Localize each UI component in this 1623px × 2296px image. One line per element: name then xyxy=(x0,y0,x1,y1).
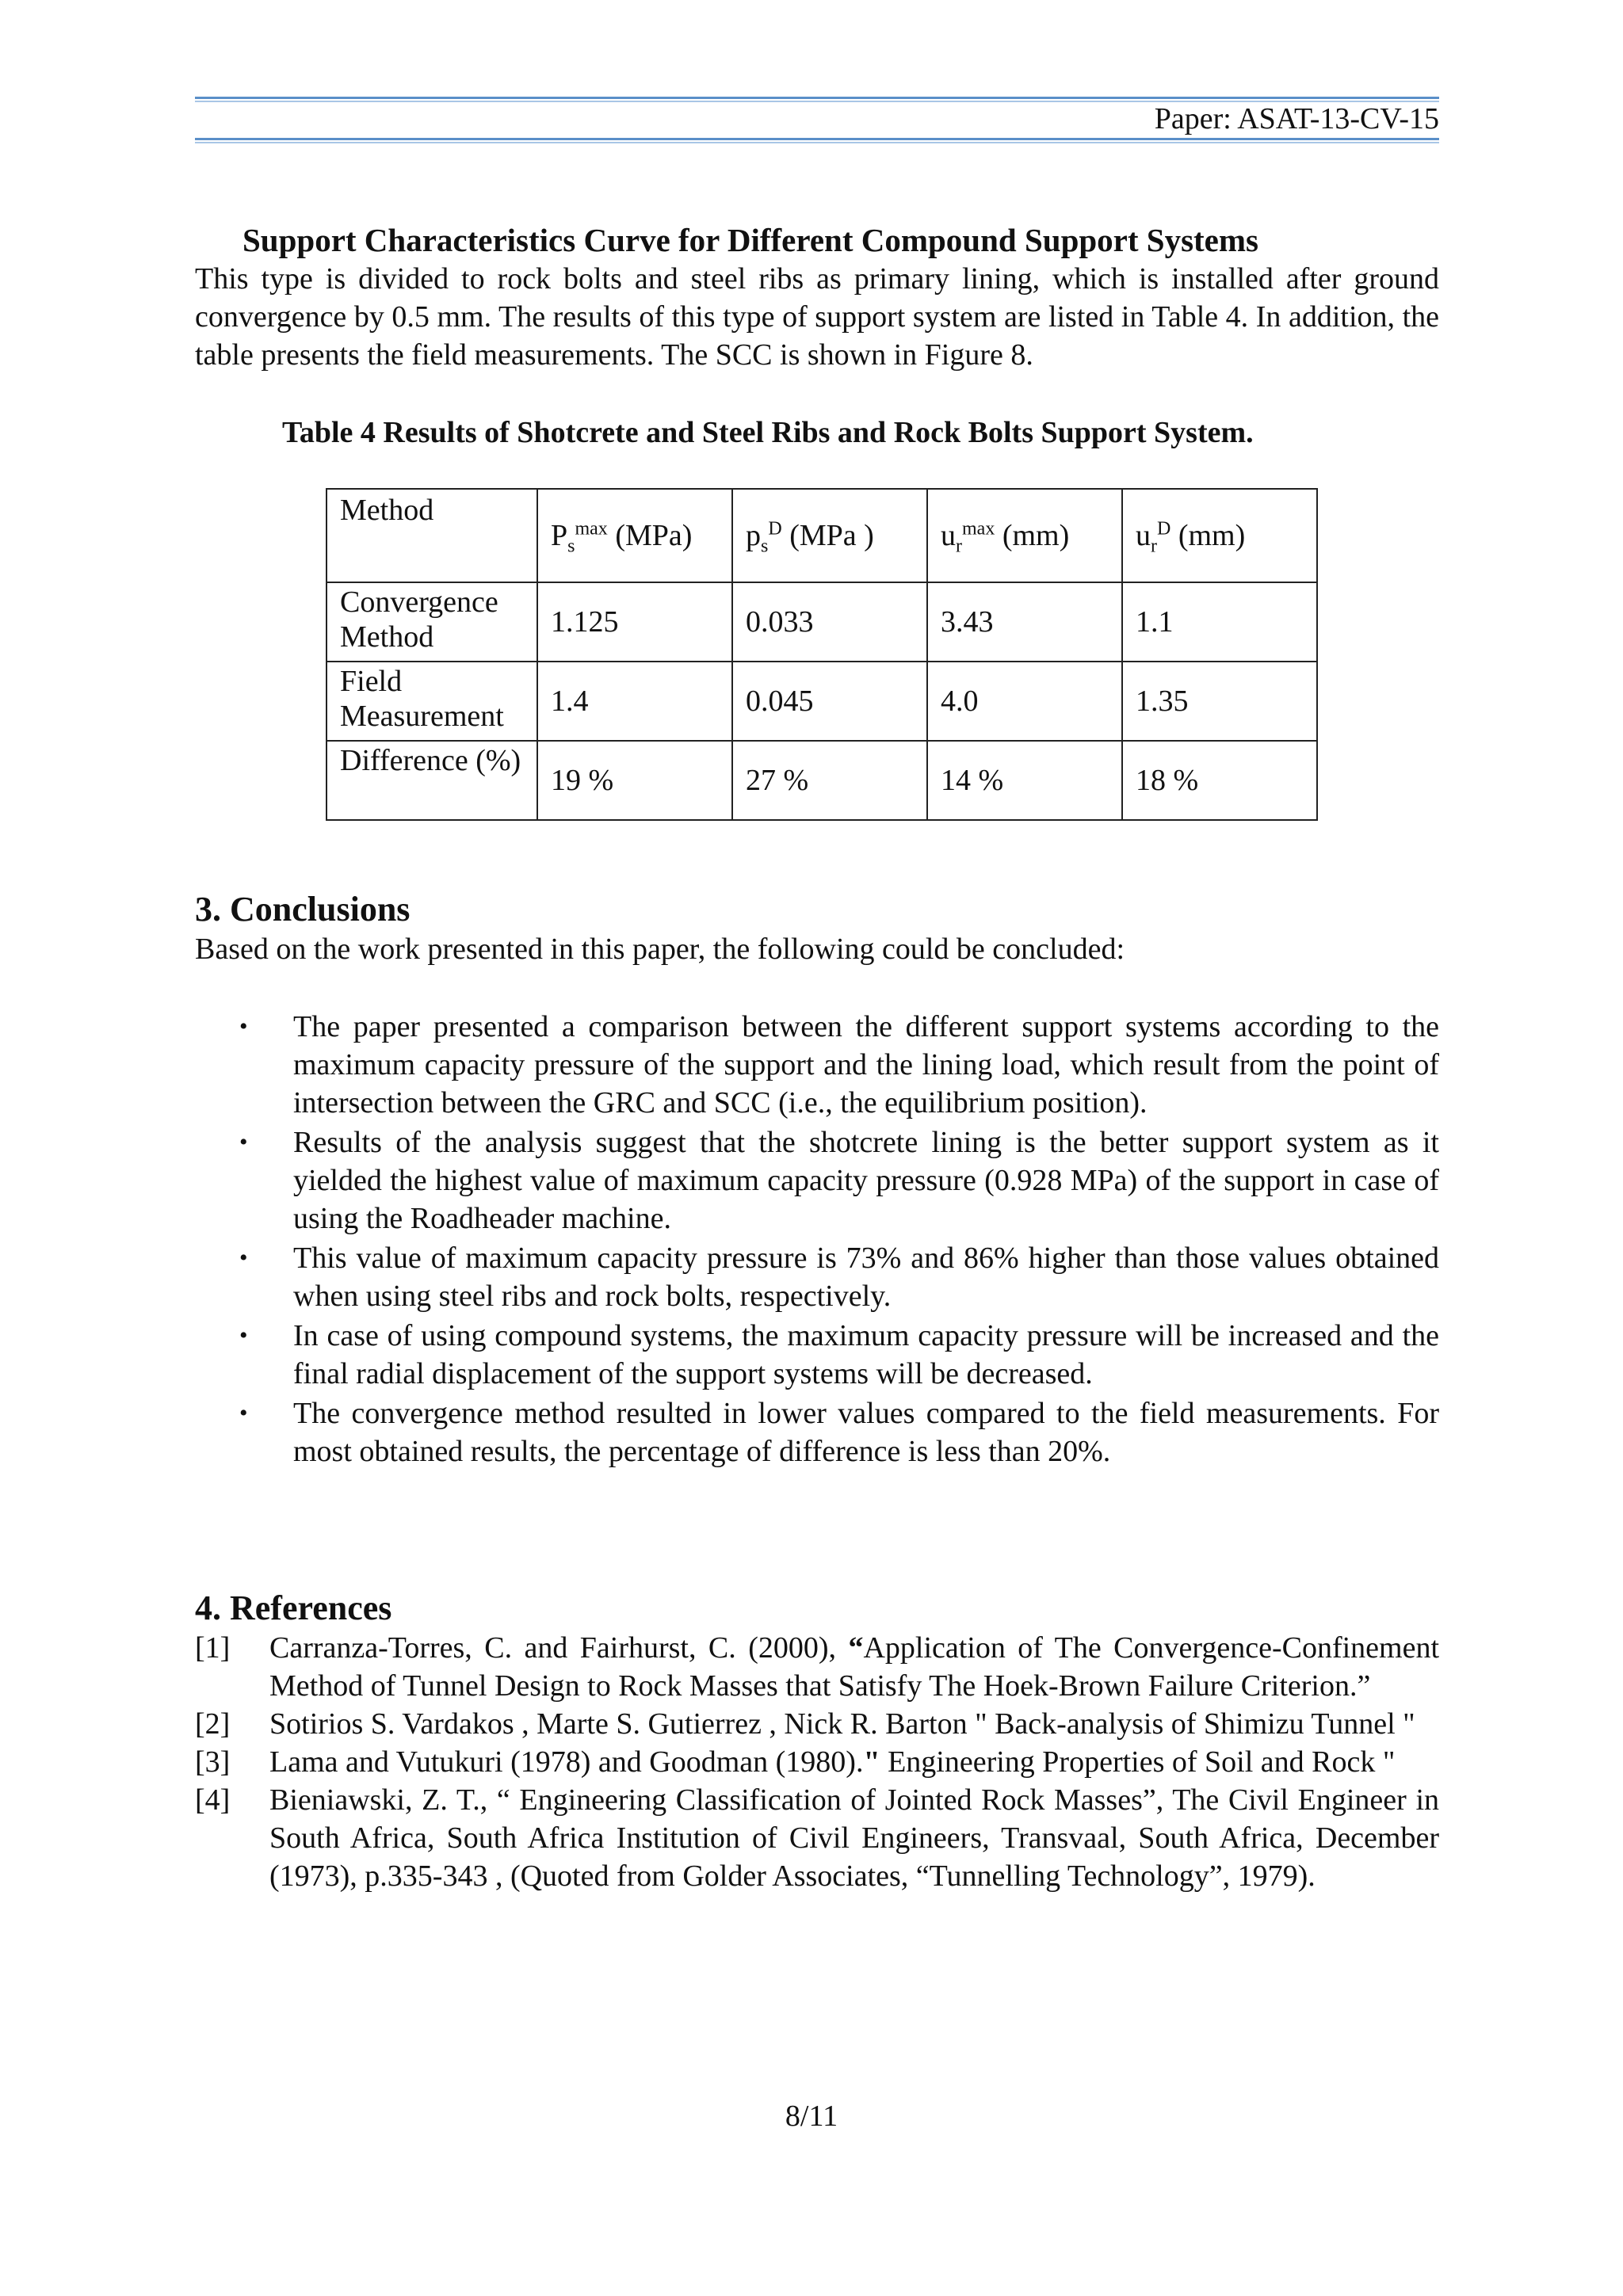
list-item xyxy=(195,1123,1439,1238)
header-rule-bottom xyxy=(195,138,1439,143)
reference-title: Application of The Convergence-Confinement Method of Tunnel Design to Rock Masses that Satisfy The Hoek-Brown Failure Criterion.” xyxy=(269,1631,1440,1703)
reference-number: [1] xyxy=(195,1631,231,1665)
symbol-unit: (MPa ) xyxy=(781,519,874,552)
bullet-icon: • xyxy=(239,1013,248,1039)
symbol-unit: (MPa) xyxy=(607,519,693,552)
symbol-sub: s xyxy=(567,536,575,557)
list-item-text: This value of maximum capacity pressure is 73% and 86% higher than those values obtained when using steel ribs and rock bolts, respectively. xyxy=(293,1241,1439,1313)
header-ps-max xyxy=(537,489,732,582)
symbol-base: u xyxy=(1136,519,1151,552)
table-row xyxy=(327,741,1317,820)
table-cell: 0.045 xyxy=(732,662,927,741)
list-item-text: The convergence method resulted in lower values compared to the field measurements. For most obtained results, the percentage of difference is less than 20%. xyxy=(293,1397,1439,1468)
symbol-sup: D xyxy=(1157,518,1171,540)
symbol-sub: r xyxy=(956,536,962,557)
symbol-sub: s xyxy=(761,536,769,557)
reference-quote-mark: " xyxy=(863,1745,880,1779)
results-table xyxy=(326,488,1318,821)
list-item-text: The paper presented a comparison between the different support systems according to the maximum capacity pressure of the support and the lining load, which result from the point of intersection between the GRC and SCC (i.e., the equilibrium position). xyxy=(293,1010,1439,1119)
symbol-sup: D xyxy=(768,518,782,540)
reference-number: [3] xyxy=(195,1745,231,1779)
reference-number: [4] xyxy=(195,1783,231,1817)
table-cell: 19 % xyxy=(537,741,732,820)
symbol-sup: max xyxy=(575,518,608,540)
paper-id: Paper: ASAT-13-CV-15 xyxy=(1154,102,1439,135)
table-cell: 1.35 xyxy=(1122,662,1317,741)
list-item-text: Results of the analysis suggest that the shotcrete lining is the better support system as it yielded the highest value of maximum capacity pressure (0.928 MPa) of the support in case of using the Roadheader machine. xyxy=(293,1126,1439,1235)
table-cell: 14 % xyxy=(927,741,1122,820)
table-cell: 4.0 xyxy=(927,662,1122,741)
references-heading: 4. References xyxy=(195,1589,392,1627)
conclusions-intro: Based on the work presented in this paper, the following could be concluded: xyxy=(195,933,1125,966)
symbol-sub: r xyxy=(1151,536,1157,557)
reference-item xyxy=(195,1781,1439,1895)
bullet-icon: • xyxy=(239,1322,248,1348)
reference-number: [2] xyxy=(195,1707,231,1741)
list-item xyxy=(195,1394,1439,1470)
list-item xyxy=(195,1008,1439,1122)
table-cell: 1.125 xyxy=(537,582,732,662)
reference-authors: Carranza-Torres, C. and Fairhurst, C. (2000), xyxy=(269,1631,849,1665)
symbol-unit: (mm) xyxy=(995,519,1070,552)
reference-item xyxy=(195,1705,1439,1743)
header-ur-max xyxy=(927,489,1122,582)
reference-item xyxy=(195,1743,1439,1781)
bullet-icon: • xyxy=(239,1129,248,1155)
row-method: Difference (%) xyxy=(327,741,537,820)
table-cell: 18 % xyxy=(1122,741,1317,820)
list-item-text: In case of using compound systems, the maximum capacity pressure will be increased and the final radial displacement of the support systems will be decreased. xyxy=(293,1319,1439,1390)
table-cell: 1.1 xyxy=(1122,582,1317,662)
list-item xyxy=(195,1239,1439,1315)
symbol-sup: max xyxy=(962,518,995,540)
conclusions-heading: 3. Conclusions xyxy=(195,890,411,929)
reference-quote-mark: “ xyxy=(848,1631,864,1665)
page-number: 8/11 xyxy=(785,2100,838,2133)
symbol-unit: (mm) xyxy=(1170,519,1246,552)
table-cell: 27 % xyxy=(732,741,927,820)
table-header-row xyxy=(327,489,1317,582)
bullet-icon: • xyxy=(239,1400,248,1426)
references-list xyxy=(195,1629,1439,1895)
symbol-base: p xyxy=(746,519,761,552)
table-row xyxy=(327,662,1317,741)
row-method: Convergence Method xyxy=(327,582,537,662)
bullet-icon: • xyxy=(239,1245,248,1271)
intro-paragraph: This type is divided to rock bolts and steel ribs as primary lining, which is installed after ground convergence by 0.5 mm. The results of this type of support system are listed in Table 4. In addition, the table presents the field measurements. The SCC is shown in Figure 8. xyxy=(195,262,1439,372)
list-item xyxy=(195,1317,1439,1393)
table-cell: 0.033 xyxy=(732,582,927,662)
header-ps-d xyxy=(732,489,927,582)
reference-authors: Lama and Vutukuri (1978) and Goodman (1980). xyxy=(269,1745,864,1779)
row-method: Field Measurement xyxy=(327,662,537,741)
symbol-base: P xyxy=(551,519,568,552)
table-cell: 3.43 xyxy=(927,582,1122,662)
symbol-base: u xyxy=(941,519,956,552)
reference-text: Sotirios S. Vardakos , Marte S. Gutierrez , Nick R. Barton " Back-analysis of Shimizu Tunnel " xyxy=(269,1707,1415,1741)
section-title: Support Characteristics Curve for Different Compound Support Systems xyxy=(242,222,1258,258)
header-ur-d xyxy=(1122,489,1317,582)
table-cell: 1.4 xyxy=(537,662,732,741)
header-method: Method xyxy=(327,489,537,582)
table-row xyxy=(327,582,1317,662)
reference-title: Engineering Properties of Soil and Rock " xyxy=(880,1745,1396,1779)
reference-item xyxy=(195,1629,1439,1705)
conclusions-list xyxy=(195,1008,1439,1472)
table-caption: Table 4 Results of Shotcrete and Steel Ribs and Rock Bolts Support System. xyxy=(282,416,1254,449)
reference-text: Bieniawski, Z. T., “ Engineering Classification of Jointed Rock Masses”, The Civil Engineer in South Africa, South Africa Institution of Civil Engineers, Transvaal, South Africa, December (1973), p.335-343 , (Quoted from Golder Associates, “Tunnelling Technology”, 1979). xyxy=(269,1783,1439,1893)
